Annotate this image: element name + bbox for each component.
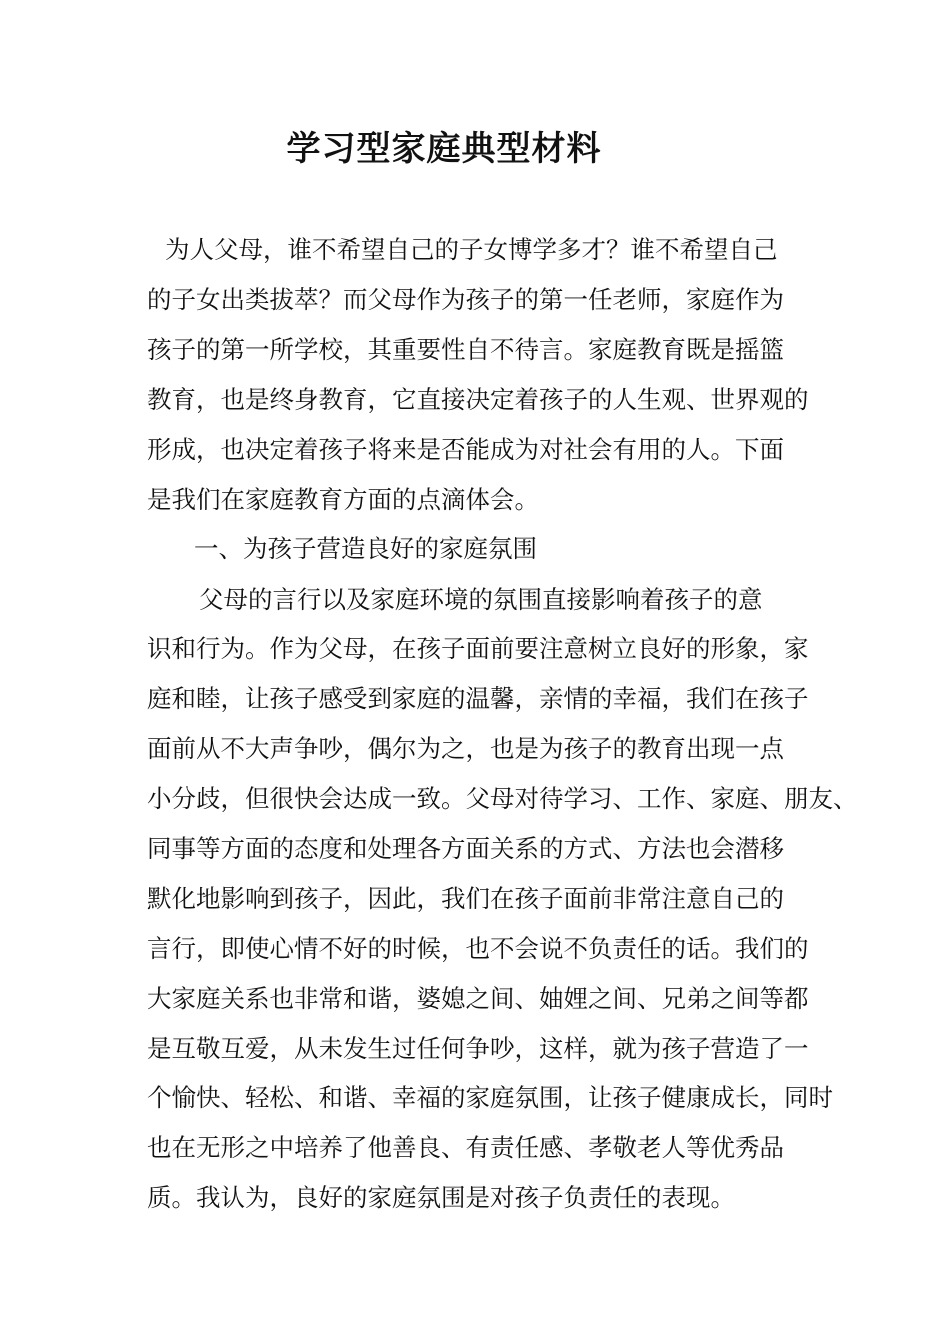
text-line: 同事等方面的态度和处理各方面关系的方式、方法也会潜移	[147, 834, 784, 863]
document-title: 学习型家庭典型材料	[286, 129, 602, 169]
text-line: 大家庭关系也非常和谐，婆媳之间、妯娌之间、兄弟之间等都	[147, 984, 809, 1013]
text-line: 形成，也决定着孩子将来是否能成为对社会有用的人。下面	[147, 435, 784, 464]
text-line: 面前从不大声争吵，偶尔为之，也是为孩子的教育出现一点	[147, 734, 784, 763]
text-line: 是互敬互爱，从未发生过任何争吵，这样，就为孩子营造了一	[147, 1034, 809, 1063]
text-line: 质。我认为，良好的家庭氛围是对孩子负责任的表现。	[147, 1183, 735, 1212]
text-line: 是我们在家庭教育方面的点滴体会。	[147, 485, 539, 514]
text-line: 识和行为。作为父母，在孩子面前要注意树立良好的形象，家	[147, 634, 809, 663]
text-line: 默化地影响到孩子，因此，我们在孩子面前非常注意自己的	[147, 884, 784, 913]
section-heading: 一、为孩子营造良好的家庭氛围	[194, 534, 537, 563]
text-line: 孩子的第一所学校，其重要性自不待言。家庭教育既是摇篮	[147, 335, 784, 364]
text-line: 教育，也是终身教育，它直接决定着孩子的人生观、世界观的	[147, 385, 809, 414]
text-line: 小分歧，但很快会达成一致。父母对待学习、工作、家庭、朋友、	[147, 784, 858, 813]
text-line: 的子女出类拔萃？而父母作为孩子的第一任老师，家庭作为	[147, 285, 784, 314]
text-line: 也在无形之中培养了他善良、有责任感、孝敬老人等优秀品	[147, 1133, 784, 1162]
text-line: 个愉快、轻松、和谐、幸福的家庭氛围，让孩子健康成长，同时	[147, 1083, 833, 1112]
text-line: 为人父母，谁不希望自己的子女博学多才？谁不希望自己	[165, 235, 778, 264]
text-line: 父母的言行以及家庭环境的氛围直接影响着孩子的意	[199, 585, 763, 614]
text-line: 庭和睦，让孩子感受到家庭的温馨，亲情的幸福，我们在孩子	[147, 684, 809, 713]
text-line: 言行，即使心情不好的时候，也不会说不负责任的话。我们的	[147, 934, 809, 963]
